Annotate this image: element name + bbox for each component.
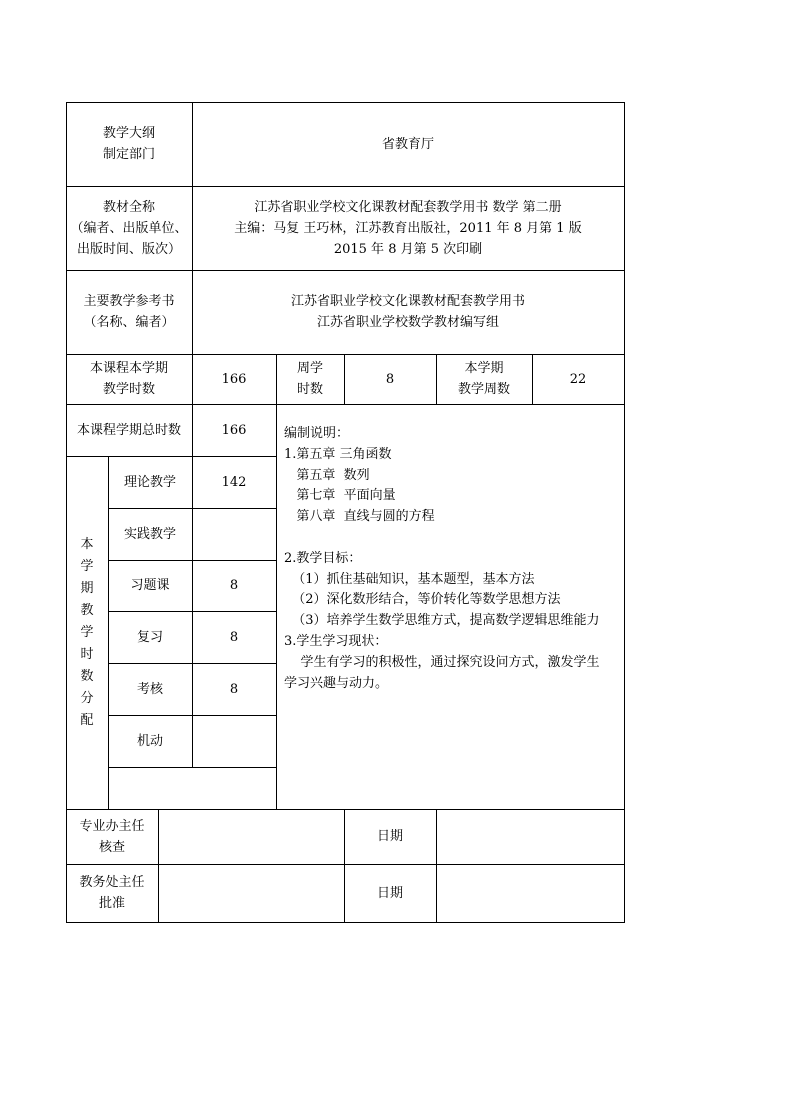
notes-line: 第五章 数列: [284, 467, 370, 483]
weeks-value: 22: [569, 371, 587, 387]
dist-item-name: 习题课: [130, 578, 170, 593]
border-right: [624, 102, 625, 923]
vertical-char: 数: [80, 669, 94, 684]
row-divider: [108, 767, 276, 768]
border-bottom: [66, 922, 625, 923]
textbook-label: 教材全称 （编者、出版单位、 出版时间、版次）: [70, 199, 188, 257]
total-hours-label: 本课程学期总时数: [76, 422, 181, 438]
vertical-char: 期: [80, 581, 94, 596]
notes-line: 第八章 直线与圆的方程: [284, 509, 435, 525]
vertical-char: 学: [80, 559, 94, 574]
semester-hours-value: 166: [221, 371, 247, 387]
notes-line: 学生有学习的积极性，通过探究设问方式，激发学生: [284, 654, 600, 670]
dist-item-name: 复习: [136, 629, 163, 645]
notes-line: [284, 528, 624, 549]
total-hours-value: 166: [221, 422, 247, 438]
notes-line: 2.教学目标：: [284, 550, 362, 566]
textbook-value: 江苏省职业学校文化课教材配套教学用书 数学 第二册 主编：马复 王巧林，江苏教育出版社，2011 年 8 月第 1 版 2015 年 8 月第 5 次印刷: [234, 199, 582, 257]
notes-line: （1）抓住基础知识，基本题型，基本方法: [284, 571, 535, 587]
date-label: 日期: [376, 885, 403, 901]
notes-line: 3.学生学习现状：: [284, 633, 388, 649]
vertical-char: 时: [80, 647, 94, 662]
vertical-char: 本: [80, 537, 94, 552]
dist-item-value: [192, 508, 276, 560]
academic-affairs-approve-label: 教务处主任 批准: [79, 875, 145, 911]
dist-item-name: 理论教学: [123, 474, 176, 490]
date-field[interactable]: [436, 809, 624, 864]
reference-value: 江苏省职业学校文化课教材配套教学用书 江苏省职业学校数学教材编写组: [290, 294, 525, 330]
distribution-vertical-label: [66, 456, 108, 810]
vertical-char: 分: [80, 691, 94, 706]
dist-item-value: [192, 715, 276, 767]
compilation-notes: [284, 424, 624, 694]
date-label: 日期: [376, 829, 403, 844]
dist-item-value: 8: [229, 578, 239, 593]
dist-item-name: 机动: [136, 733, 163, 749]
dist-item-value: 142: [221, 474, 247, 490]
notes-line: 编制说明：: [284, 426, 350, 441]
dist-item-value: 8: [229, 681, 239, 697]
notes-line: （3）培养学生数学思维方式，提高数学逻辑思维能力: [284, 613, 600, 629]
notes-line: 第七章 平面向量: [284, 488, 396, 504]
reference-label: 主要教学参考书 （名称、编者）: [83, 294, 175, 330]
col-divider: [276, 354, 277, 810]
vertical-char: 教: [80, 603, 94, 618]
date-field[interactable]: [436, 864, 624, 922]
weeks-label: 本学期 教学周数: [457, 361, 510, 397]
semester-hours-label: 本课程本学期 教学时数: [89, 361, 168, 397]
notes-line: 1.第五章 三角函数: [284, 446, 392, 462]
dist-item-value: 8: [229, 629, 239, 645]
dept-head-signature-field[interactable]: [158, 809, 344, 864]
weekly-hours-label: 周学 时数: [296, 361, 323, 397]
vertical-char: 配: [80, 713, 94, 728]
syllabus-value: 省教育厅: [381, 136, 434, 152]
dist-item-name: 考核: [136, 681, 163, 697]
vertical-char: 学: [80, 625, 94, 640]
weekly-hours-value: 8: [385, 371, 395, 387]
notes-line: 学习兴趣与动力。: [284, 675, 389, 691]
syllabus-label: 教学大纲 制定部门: [102, 126, 155, 162]
dist-item-name: 实践教学: [123, 526, 176, 542]
academic-affairs-signature-field[interactable]: [158, 864, 344, 922]
dept-head-review-label: 专业办主任 核查: [79, 818, 145, 855]
notes-line: （2）深化数形结合，等价转化等数学思想方法: [284, 592, 561, 608]
